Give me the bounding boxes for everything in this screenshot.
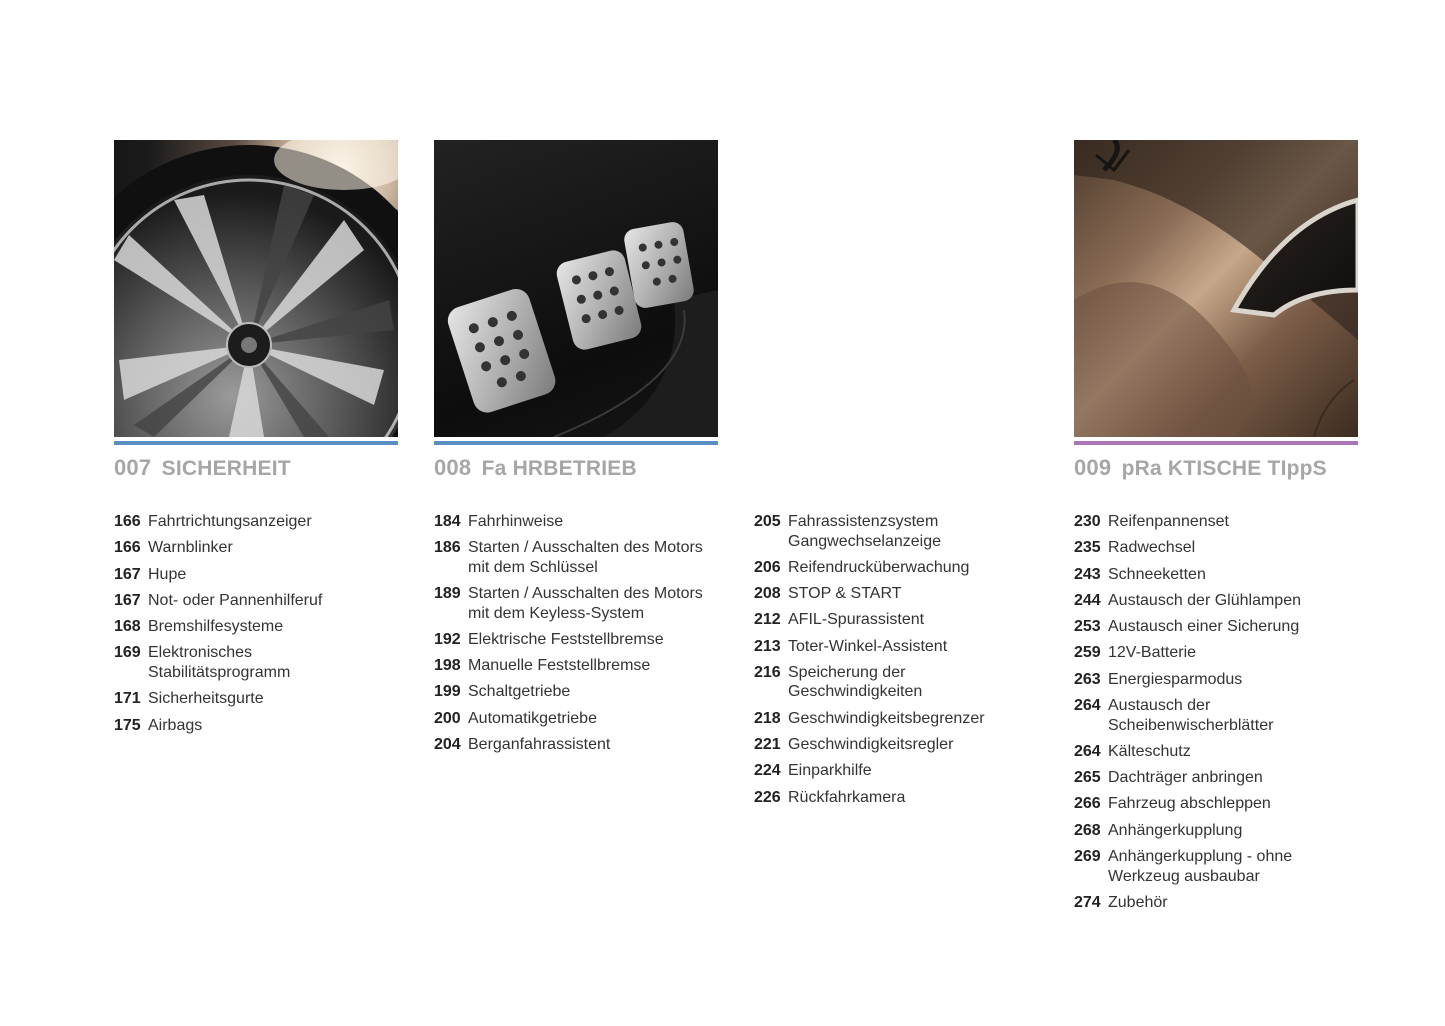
toc-label: Austausch der Glühlampen (1108, 591, 1301, 609)
toc-entry[interactable] (434, 630, 734, 650)
toc-entry[interactable] (754, 788, 1054, 808)
toc-page: 205 (754, 513, 781, 530)
toc-label: Fahrassistenzsystem Gangwechselanzeige (788, 513, 941, 550)
toc-entry[interactable] (1074, 565, 1374, 585)
toc-entry[interactable] (754, 709, 1054, 729)
toc-label: Anhängerkupplung (1108, 821, 1243, 839)
toc-list (1074, 512, 1374, 919)
toc-label: Anhängerkupplung - ohne Werkzeug ausbaubar (1108, 848, 1293, 885)
toc-entry[interactable] (114, 689, 414, 709)
toc-page: 264 (1074, 697, 1101, 715)
toc-label: Fahrhinweise (468, 513, 564, 530)
toc-page: 199 (434, 683, 461, 701)
toc-page: 259 (1074, 644, 1101, 662)
section-heading (434, 455, 718, 485)
toc-label: Rückfahrkamera (788, 788, 906, 806)
toc-label: Kälteschutz (1108, 742, 1191, 760)
toc-page: 192 (434, 630, 461, 648)
toc-entry[interactable] (434, 682, 734, 702)
toc-label: Radwechsel (1108, 539, 1196, 557)
toc-entry[interactable] (1074, 617, 1374, 637)
toc-entry[interactable] (1074, 591, 1374, 611)
section-rule (114, 441, 398, 445)
section-title: SICHERHEIT (161, 457, 291, 480)
toc-page: 269 (1074, 848, 1101, 866)
toc-label: Geschwindigkeitsbegrenzer (788, 709, 985, 727)
section-title: pRa KTISCHE TIppS (1121, 457, 1327, 480)
toc-entry[interactable] (114, 591, 414, 611)
section-rule (434, 441, 718, 445)
toc-label: Starten / Ausschalten des Motors mit dem Schlüssel (468, 539, 703, 576)
toc-page: 253 (1074, 618, 1101, 636)
wheel-photo (114, 140, 398, 437)
toc-label: Zubehör (1108, 893, 1168, 911)
toc-page: 208 (754, 585, 781, 603)
section-praktische-tipps (1074, 140, 1358, 911)
toc-label: Fahrzeug abschleppen (1108, 795, 1271, 813)
section-heading (1074, 455, 1358, 485)
toc-entry[interactable] (1074, 512, 1374, 532)
toc-page: 218 (754, 709, 781, 727)
toc-page: 171 (114, 690, 141, 708)
toc-page: 167 (114, 565, 141, 583)
toc-entry[interactable] (114, 538, 414, 558)
toc-label: Berganfahrassistent (468, 736, 611, 754)
toc-page: 243 (1074, 565, 1101, 583)
toc-entry[interactable] (754, 610, 1054, 630)
toc-page: 213 (754, 637, 781, 655)
toc-entry[interactable] (114, 565, 414, 585)
toc-page: 230 (1074, 513, 1101, 530)
toc-entry[interactable] (754, 663, 1054, 702)
toc-entry[interactable] (1074, 794, 1374, 814)
toc-page: 168 (114, 618, 141, 636)
toc-entry[interactable] (1074, 696, 1374, 735)
toc-label: Schneeketten (1108, 565, 1206, 583)
toc-label: Warnblinker (148, 539, 233, 557)
toc-entry[interactable] (1074, 768, 1374, 788)
toc-label: Reifenpannenset (1108, 513, 1229, 530)
toc-label: Automatikgetriebe (468, 709, 597, 727)
section-number: 007 (114, 455, 152, 480)
toc-page: 175 (114, 716, 141, 734)
toc-page: 198 (434, 657, 461, 675)
toc-label: Elektrische Feststellbremse (468, 630, 664, 648)
toc-label: AFIL-Spurassistent (788, 611, 925, 629)
toc-page: 206 (754, 558, 781, 576)
toc-label: Dachträger anbringen (1108, 769, 1263, 787)
toc-label: Geschwindigkeitsregler (788, 736, 954, 754)
toc-page: 235 (1074, 539, 1101, 557)
toc-entry[interactable] (114, 716, 414, 736)
toc-label: Airbags (148, 716, 203, 734)
toc-entry[interactable] (434, 656, 734, 676)
pedals-photo (434, 140, 718, 437)
toc-entry[interactable] (1074, 893, 1374, 913)
toc-entry[interactable] (434, 538, 734, 577)
section-heading (114, 455, 398, 485)
toc-page: 264 (1074, 742, 1101, 760)
toc-label: Energiesparmodus (1108, 670, 1243, 688)
toc-label: Austausch der Scheibenwischerblätter (1108, 697, 1274, 734)
toc-label: Elektronisches Stabilitätsprogramm (148, 644, 291, 681)
toc-label: Schaltgetriebe (468, 683, 571, 701)
section-number: 008 (434, 455, 472, 480)
toc-page: 166 (114, 539, 141, 557)
section-sicherheit (114, 140, 398, 734)
toc-page: 184 (434, 513, 461, 530)
car-photo (1074, 140, 1358, 437)
section-fahrbetrieb (434, 140, 718, 754)
section-title: Fa HRBETRIEB (481, 457, 637, 480)
toc-entry[interactable] (754, 735, 1054, 755)
toc-page: 266 (1074, 795, 1101, 813)
toc-entry[interactable] (1074, 847, 1374, 886)
toc-label: Einparkhilfe (788, 762, 872, 780)
toc-label: Hupe (148, 565, 187, 583)
toc-label: Sicherheitsgurte (148, 690, 264, 708)
section-number: 009 (1074, 455, 1112, 480)
toc-page: 169 (114, 644, 141, 662)
toc-page: 244 (1074, 591, 1101, 609)
toc-page: 186 (434, 539, 461, 557)
toc-page: 189 (434, 585, 461, 603)
toc-page: 263 (1074, 670, 1101, 688)
toc-entry[interactable] (1074, 670, 1374, 690)
toc-page: 166 (114, 513, 141, 530)
toc-label: Speicherung der Geschwindigkeiten (788, 663, 923, 701)
toc-entry[interactable] (1074, 742, 1374, 762)
section-rule (1074, 441, 1358, 445)
toc-page: 274 (1074, 893, 1101, 911)
toc-page: 226 (754, 788, 781, 806)
toc-label: 12V-Batterie (1108, 644, 1197, 662)
toc-page: 224 (754, 762, 781, 780)
toc-label: Manuelle Feststellbremse (468, 657, 651, 675)
toc-page: 265 (1074, 769, 1101, 787)
toc-entry[interactable] (434, 735, 734, 755)
toc-page: 200 (434, 709, 461, 727)
toc-list (754, 512, 1054, 814)
toc-entry[interactable] (1074, 643, 1374, 663)
toc-list (114, 512, 414, 742)
toc-entry[interactable] (114, 643, 414, 682)
toc-page: 221 (754, 736, 781, 754)
toc-entry[interactable] (1074, 821, 1374, 841)
toc-label: Bremshilfesysteme (148, 618, 284, 636)
toc-label: Austausch einer Sicherung (1108, 618, 1300, 636)
toc-page: 212 (754, 611, 781, 629)
toc-entry[interactable] (434, 512, 734, 532)
toc-entry[interactable] (754, 584, 1054, 604)
toc-label: Fahrtrichtungsanzeiger (148, 513, 312, 530)
toc-page: 167 (114, 591, 141, 609)
toc-page: 268 (1074, 821, 1101, 839)
toc-page: 204 (434, 736, 461, 754)
toc-entry[interactable] (1074, 538, 1374, 558)
toc-entry[interactable] (754, 637, 1054, 657)
toc-entry[interactable] (114, 617, 414, 637)
toc-page: 216 (754, 663, 781, 681)
toc-label: Starten / Ausschalten des Motors mit dem Keyless-System (468, 585, 703, 622)
toc-label: Reifendrucküberwachung (788, 558, 970, 576)
toc-label: Toter-Winkel-Assistent (788, 637, 948, 655)
toc-label: STOP & START (788, 585, 902, 603)
toc-entry[interactable] (754, 512, 1054, 551)
toc-label: Not- oder Pannenhilferuf (148, 591, 323, 609)
toc-list (434, 512, 734, 761)
toc-entry[interactable] (434, 584, 734, 623)
toc-entry[interactable] (434, 709, 734, 729)
toc-entry[interactable] (754, 558, 1054, 578)
toc-entry[interactable] (114, 512, 414, 532)
toc-entry[interactable] (754, 761, 1054, 781)
